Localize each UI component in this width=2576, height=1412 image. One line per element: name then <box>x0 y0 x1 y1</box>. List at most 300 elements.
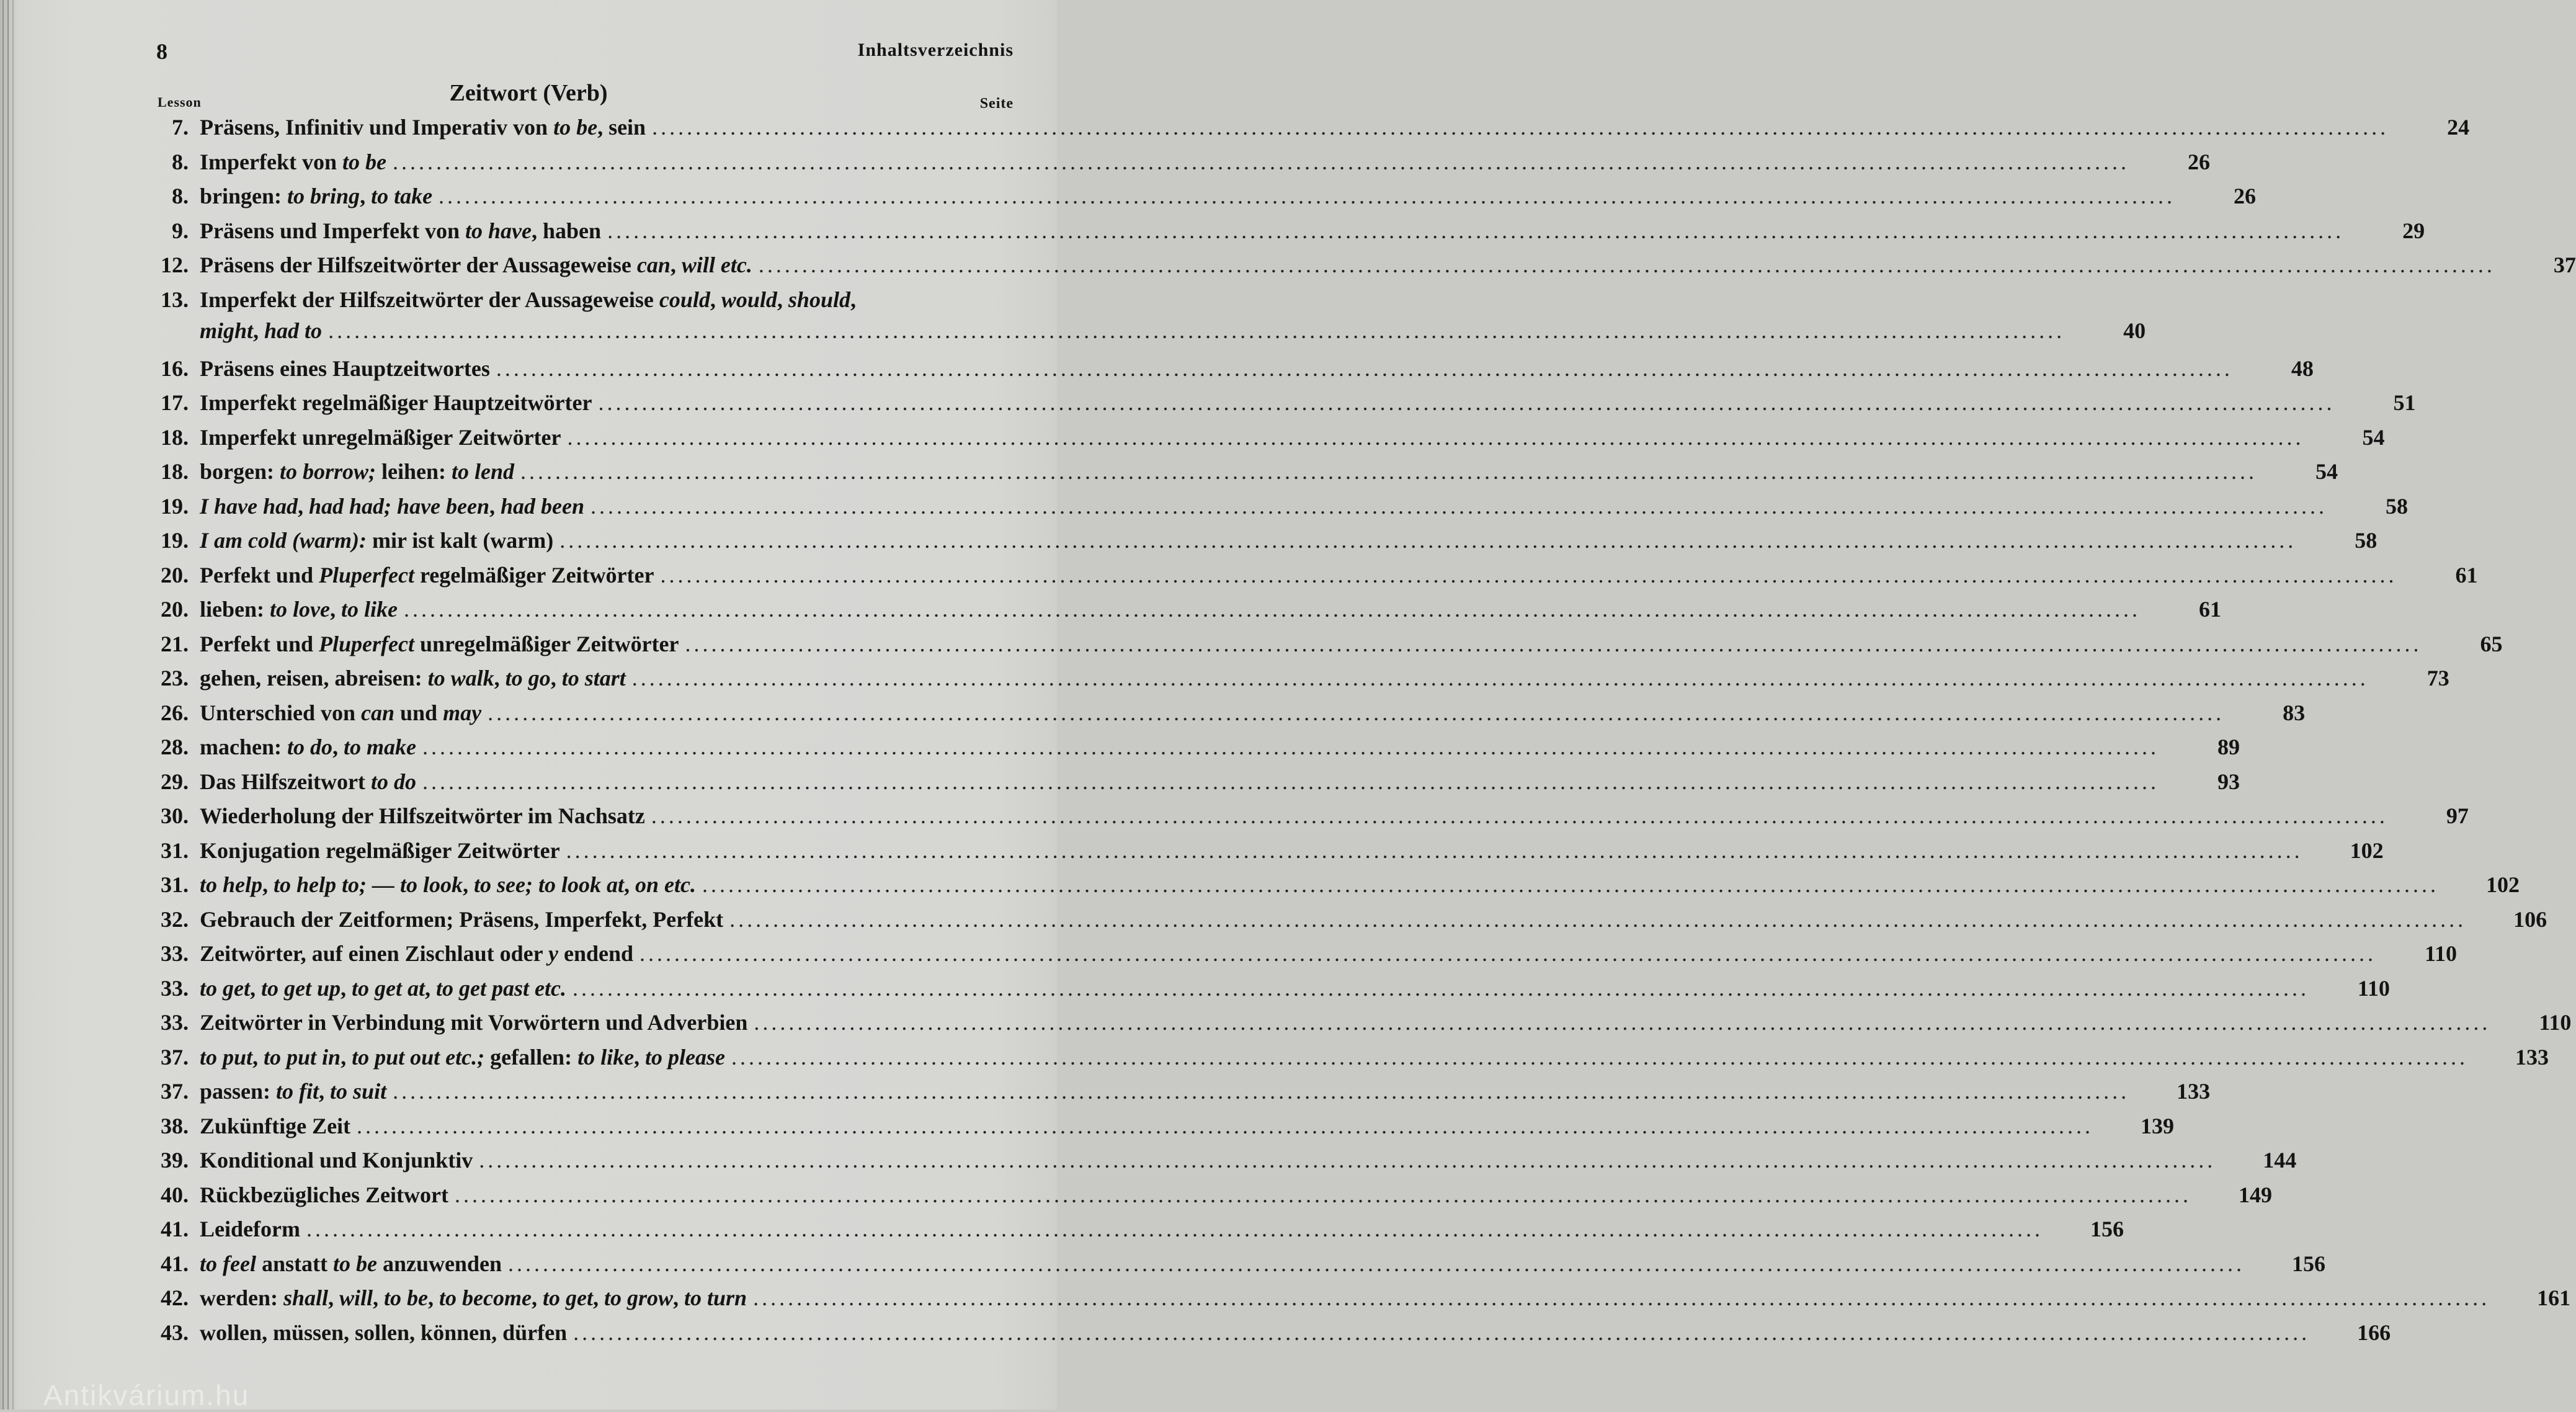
page-reference: 61 <box>2198 597 2221 622</box>
entry-title-italic: to see; to look at <box>474 872 624 897</box>
entry-title-italic: to suit <box>330 1079 387 1104</box>
toc-entry[interactable] <box>154 458 2338 493</box>
entry-title-italic: Pluperfect <box>319 562 414 588</box>
leader-dots: ........................................................................................................................................................................................................ <box>439 184 2176 208</box>
entry-title-segment: , <box>253 318 265 343</box>
entry-title-segment: , haben <box>532 218 602 243</box>
lesson-number: 32. <box>161 906 189 932</box>
lesson-number: 33. <box>161 975 189 1001</box>
section-title: Zeitwort (Verb) <box>449 80 608 106</box>
entry-title <box>200 631 679 657</box>
entry-title-segment: Rückbezügliches Zeitwort <box>200 1182 448 1207</box>
page-reference: 156 <box>2090 1217 2124 1241</box>
entry-title-segment: regelmäßiger Zeitwörter <box>414 562 654 588</box>
leader-dots: ........................................................................................................................................................................................................ <box>729 906 2467 932</box>
entry-title-segment: Gebrauch der Zeitformen; Präsens, Imperfekt, Perfekt <box>200 906 724 932</box>
entry-title-segment: borgen: <box>200 459 280 484</box>
entry-title-italic: to go <box>505 666 551 690</box>
entry-title <box>200 355 490 382</box>
lesson-number: 39. <box>161 1148 189 1173</box>
entry-title-italic: to do <box>370 769 416 794</box>
entry-title <box>200 1285 747 1311</box>
toc-entry[interactable] <box>154 1078 2211 1113</box>
toc-entry[interactable] <box>154 493 2409 528</box>
lesson-number: 40. <box>161 1182 189 1207</box>
page-reference: 144 <box>2263 1148 2297 1173</box>
entry-title-segment: gehen, reisen, abreisen: <box>200 666 428 690</box>
lesson-number: 43. <box>161 1320 189 1345</box>
leader-dots: ........................................................................................................................................................................................................ <box>572 975 2309 1001</box>
toc-entry[interactable] <box>154 562 2478 597</box>
entry-title-segment: Imperfekt unregelmäßiger Zeitwörter <box>200 424 561 450</box>
toc-entry[interactable] <box>154 1009 2572 1044</box>
entry-title-italic: I have had <box>200 493 298 519</box>
entry-title-segment: Perfekt und <box>200 631 319 656</box>
toc-entry[interactable] <box>154 631 2503 666</box>
toc-entry[interactable] <box>154 1113 2175 1148</box>
lesson-number: 20. <box>161 562 189 588</box>
toc-entry[interactable] <box>154 941 2458 975</box>
leader-dots: ........................................................................................................................................................................................................ <box>731 1044 2469 1070</box>
entry-title-segment: , <box>850 287 856 312</box>
leader-dots: ........................................................................................................................................................................................................ <box>685 631 2422 656</box>
entry-title-segment: , <box>424 975 436 1001</box>
page-reference: 110 <box>2425 941 2458 966</box>
entry-title-segment: , <box>249 975 261 1001</box>
entry-title-italic: will etc. <box>681 252 752 277</box>
entry-title-italic: to put <box>200 1044 253 1070</box>
page-reference: 133 <box>2177 1079 2211 1104</box>
page-reference: 54 <box>2315 459 2338 484</box>
entry-title-segment: , <box>777 287 788 312</box>
toc-entry[interactable] <box>154 596 2221 631</box>
page-reference: 166 <box>2357 1320 2391 1345</box>
entry-title-segment: Präsens eines Hauptzeitwortes <box>200 355 490 381</box>
leader-dots: ........................................................................................................................................................................................................ <box>454 1182 2191 1207</box>
entry-title-segment: , <box>329 597 341 622</box>
entry-title <box>200 1320 567 1346</box>
entry-title-italic: to lend <box>452 459 515 484</box>
leader-dots: ........................................................................................................................................................................................................ <box>520 459 2258 484</box>
toc-entry[interactable] <box>154 1147 2297 1182</box>
entry-title <box>200 872 696 898</box>
entry-title-segment: , <box>550 666 562 690</box>
entry-title <box>200 183 432 209</box>
entry-title-segment: , <box>252 1044 264 1070</box>
page-reference: 40 <box>2123 318 2146 343</box>
entry-title-italic: to become <box>439 1285 532 1310</box>
page-reference: 161 <box>2537 1285 2571 1310</box>
entry-title <box>200 1078 386 1104</box>
page-reference: 51 <box>2393 390 2416 415</box>
lesson-number: 23. <box>161 666 189 690</box>
lesson-number: 37. <box>161 1044 189 1070</box>
entry-title-segment: gefallen: <box>484 1044 578 1070</box>
toc-entry[interactable] <box>154 803 2469 838</box>
lesson-number: 17. <box>161 390 189 415</box>
toc-entry[interactable] <box>154 975 2390 1010</box>
toc-entry[interactable] <box>154 700 2306 735</box>
entry-title-italic: to put out etc.; <box>352 1044 485 1070</box>
leader-dots: ........................................................................................................................................................................................................ <box>566 838 2303 863</box>
table-of-contents <box>154 114 2576 1354</box>
toc-entry[interactable] <box>154 252 2576 287</box>
lesson-number: 9. <box>172 218 189 243</box>
entry-title-segment: , <box>428 1285 440 1310</box>
entry-title-italic: might <box>200 318 254 343</box>
toc-entry[interactable] <box>154 287 2146 355</box>
entry-title-segment: , <box>328 1285 340 1310</box>
leader-dots: ........................................................................................................................................................................................................ <box>488 700 2225 725</box>
entry-title <box>200 1009 747 1035</box>
entry-title-segment: Wiederholung der Hilfszeitwörter im Nachsatz <box>200 803 645 828</box>
entry-title-italic: Pluperfect <box>319 631 414 656</box>
lesson-number: 29. <box>161 769 189 794</box>
page-reference: 102 <box>2485 872 2520 897</box>
leader-dots: ........................................................................................................................................................................................................ <box>479 1148 2216 1173</box>
entry-title-segment: unregelmäßiger Zeitwörter <box>414 631 679 656</box>
entry-title-italic: to bring <box>287 184 360 208</box>
page-reference: 149 <box>2238 1182 2272 1207</box>
entry-title-italic: to have <box>465 218 532 243</box>
lesson-number: 41. <box>161 1251 189 1276</box>
leader-dots: ........................................................................................................................................................................................................ <box>651 803 2388 828</box>
entry-title <box>200 287 856 313</box>
entry-title-italic: to turn <box>684 1285 747 1310</box>
entry-title-segment: , <box>341 975 352 1001</box>
leader-dots: ........................................................................................................................................................................................................ <box>422 769 2159 794</box>
entry-title <box>200 493 584 519</box>
entry-title-italic: had been <box>501 493 585 519</box>
entry-title-segment: Imperfekt regelmäßiger Hauptzeitwörter <box>200 390 592 415</box>
leader-dots: ........................................................................................................................................................................................................ <box>754 1010 2491 1035</box>
page-reference: 61 <box>2455 562 2478 588</box>
toc-entry[interactable] <box>154 149 2210 184</box>
page-reference: 54 <box>2362 424 2385 450</box>
leader-dots: ........................................................................................................................................................................................................ <box>702 872 2439 897</box>
lesson-number: 8. <box>172 149 189 174</box>
leader-dots: ........................................................................................................................................................................................................ <box>598 390 2335 415</box>
leader-dots: ........................................................................................................................................................................................................ <box>573 1320 2311 1345</box>
toc-entry[interactable] <box>154 872 2520 906</box>
toc-entry[interactable] <box>154 838 2384 872</box>
lesson-number: 7. <box>172 115 189 140</box>
leader-dots: ........................................................................................................................................................................................................ <box>328 318 2066 343</box>
page-reference: 139 <box>2141 1113 2175 1138</box>
lesson-number: 33. <box>161 1010 189 1035</box>
page-reference: 83 <box>2283 700 2306 725</box>
entry-title-segment: , <box>592 1285 604 1310</box>
entry-title <box>200 1182 448 1208</box>
toc-entry[interactable] <box>154 1320 2391 1354</box>
lesson-number: 31. <box>161 872 189 897</box>
entry-title <box>200 527 553 553</box>
lesson-number: 8. <box>172 184 189 208</box>
entry-title-segment: Präsens und Imperfekt von <box>200 218 466 243</box>
entry-title-segment: und <box>394 700 443 725</box>
lesson-number: 19. <box>161 528 189 553</box>
entry-title-segment: Das Hilfszeitwort <box>200 769 371 794</box>
entry-title <box>200 390 592 416</box>
running-title: Inhaltsverzeichnis <box>857 40 1014 60</box>
page-reference: 58 <box>2386 493 2409 519</box>
entry-title-italic: to get at <box>352 975 425 1001</box>
page-number: 8 <box>156 39 167 64</box>
entry-title <box>200 700 481 726</box>
entry-title-italic: to help to; — to look <box>274 872 463 897</box>
entry-title-segment: , <box>710 287 721 312</box>
entry-title-italic: to make <box>344 735 416 759</box>
entry-title-italic: to put in <box>264 1044 341 1070</box>
entry-title-segment: passen: <box>200 1079 277 1104</box>
entry-title-italic: to be <box>342 149 386 174</box>
leader-dots: ........................................................................................................................................................................................................ <box>591 493 2328 519</box>
entry-title-italic: to start <box>561 666 626 690</box>
leader-dots: ........................................................................................................................................................................................................ <box>393 1079 2130 1104</box>
lesson-number: 30. <box>161 803 189 828</box>
lesson-number: 13. <box>161 287 189 312</box>
entry-title-italic: would <box>721 287 777 312</box>
entry-title-segment: Konditional und Konjunktiv <box>200 1148 473 1173</box>
leader-dots: ........................................................................................................................................................................................................ <box>631 666 2369 690</box>
page-reference: 106 <box>2513 906 2547 932</box>
toc-entry[interactable] <box>154 1216 2124 1251</box>
entry-title <box>200 458 514 485</box>
entry-title-segment: , <box>623 872 635 897</box>
leader-dots: ........................................................................................................................................................................................................ <box>567 424 2304 450</box>
entry-title-segment: , <box>673 1285 684 1310</box>
toc-entry[interactable] <box>154 355 2314 390</box>
lesson-number: 12. <box>161 252 189 277</box>
lesson-number: 19. <box>161 493 189 519</box>
entry-title-italic: to be <box>553 115 598 140</box>
entry-title-italic: to grow <box>604 1285 673 1310</box>
column-label-page: Seite <box>979 96 1014 112</box>
entry-title-segment: Imperfekt der Hilfszeitwörter der Aussageweise <box>200 287 659 312</box>
entry-title-italic: had to <box>264 318 323 343</box>
entry-title-italic: can <box>636 252 671 277</box>
entry-title-italic: to take <box>371 184 433 208</box>
entry-title-segment: , <box>489 493 501 519</box>
lesson-number: 18. <box>161 424 189 450</box>
entry-title <box>200 596 398 622</box>
toc-entry[interactable] <box>154 1285 2571 1320</box>
entry-title-italic: to help <box>200 872 263 897</box>
entry-title-segment: , <box>634 1044 646 1070</box>
entry-title-segment: , <box>332 735 344 759</box>
entry-title <box>200 665 626 691</box>
page-reference: 133 <box>2515 1044 2549 1070</box>
leader-dots: ........................................................................................................................................................................................................ <box>306 1217 2043 1241</box>
lesson-number: 16. <box>161 355 189 381</box>
lesson-number: 31. <box>161 838 189 863</box>
toc-entry[interactable] <box>154 1044 2549 1079</box>
leader-dots: ........................................................................................................................................................................................................ <box>422 735 2159 759</box>
entry-title-segment: , <box>531 1285 543 1310</box>
toc-entry[interactable] <box>154 218 2425 252</box>
entry-title <box>200 1113 350 1139</box>
lesson-number: 38. <box>161 1113 189 1138</box>
entry-title-segment: Präsens, Infinitiv und Imperativ von <box>200 115 554 140</box>
page-reference: 102 <box>2350 838 2384 863</box>
page-reference: 156 <box>2291 1251 2325 1276</box>
page-edge-line <box>12 0 14 1410</box>
entry-title-segment: Perfekt und <box>200 562 319 588</box>
entry-title-segment: Imperfekt von <box>200 149 342 174</box>
entry-title-segment: Zeitwörter in Verbindung mit Vorwörtern und Adverbien <box>200 1010 748 1035</box>
entry-title-italic: should <box>788 287 850 312</box>
leader-dots: ........................................................................................................................................................................................................ <box>559 528 2297 553</box>
entry-title-segment: , sein <box>597 115 646 140</box>
lesson-number: 18. <box>161 459 189 484</box>
entry-title-italic: will <box>339 1285 373 1310</box>
page-reference: 29 <box>2402 218 2425 243</box>
toc-entry[interactable] <box>154 906 2547 941</box>
toc-entry[interactable] <box>154 734 2240 769</box>
entry-title-segment: , <box>463 872 475 897</box>
page-reference: 37 <box>2553 252 2576 277</box>
entry-title-italic: on etc. <box>635 872 696 897</box>
entry-title <box>200 769 416 795</box>
page-reference: 24 <box>2447 115 2470 140</box>
entry-title <box>200 1147 473 1173</box>
toc-entry[interactable] <box>154 390 2416 424</box>
entry-title-italic: could <box>659 287 710 312</box>
leader-dots: ........................................................................................................................................................................................................ <box>758 252 2495 277</box>
leader-dots: ........................................................................................................................................................................................................ <box>753 1285 2490 1310</box>
entry-title-italic: to get <box>542 1285 593 1310</box>
entry-title-segment: Zeitwörter, auf einen Zischlaut oder <box>200 941 548 966</box>
page-reference: 89 <box>2217 735 2240 759</box>
toc-entry[interactable] <box>154 665 2449 700</box>
leader-dots: ........................................................................................................................................................................................................ <box>496 355 2233 381</box>
entry-title-italic: y <box>548 941 558 966</box>
leader-dots: ........................................................................................................................................................................................................ <box>652 115 2389 140</box>
entry-title-segment: bringen: <box>200 184 288 208</box>
page-edge-line <box>2 0 4 1410</box>
leader-dots: ........................................................................................................................................................................................................ <box>507 1251 2245 1276</box>
leader-dots: ........................................................................................................................................................................................................ <box>640 941 2377 966</box>
lesson-number: 42. <box>161 1285 189 1310</box>
lesson-number: 26. <box>161 700 189 725</box>
page-reference: 110 <box>2539 1010 2572 1035</box>
page-reference: 110 <box>2357 975 2390 1001</box>
entry-title <box>200 734 416 760</box>
lesson-number: 28. <box>161 735 189 759</box>
entry-title <box>200 218 601 244</box>
toc-entry[interactable] <box>154 769 2240 803</box>
entry-title-italic: to do <box>287 735 332 759</box>
entry-title-segment: endend <box>558 941 634 966</box>
entry-title-segment: Unterschied von <box>200 700 361 725</box>
lesson-number: 33. <box>161 941 189 966</box>
lesson-number: 41. <box>161 1217 189 1241</box>
page-reference: 48 <box>2291 355 2314 381</box>
entry-title-segment: , <box>360 184 372 208</box>
entry-title-segment: mir ist kalt (warm) <box>366 528 554 553</box>
lesson-number: 20. <box>161 597 189 622</box>
entry-title <box>200 424 561 450</box>
entry-title-italic: to be <box>384 1285 429 1310</box>
entry-title-italic: to please <box>645 1044 726 1070</box>
toc-entry[interactable] <box>154 527 2378 562</box>
entry-title-italic: to borrow; <box>280 459 377 484</box>
leader-dots: ........................................................................................................................................................................................................ <box>660 562 2397 588</box>
toc-entry[interactable] <box>154 183 2257 218</box>
entry-title <box>200 1044 725 1070</box>
entry-title <box>200 1251 502 1277</box>
toc-entry[interactable] <box>154 1251 2325 1285</box>
entry-title <box>200 803 645 829</box>
entry-title <box>200 114 646 140</box>
entry-title-italic: to be <box>332 1251 377 1276</box>
entry-title-italic: had had; have been <box>309 493 490 519</box>
entry-title-italic: to get <box>200 975 250 1001</box>
leader-dots: ........................................................................................................................................................................................................ <box>357 1113 2094 1138</box>
entry-title-segment: , <box>319 1079 331 1104</box>
entry-title <box>200 562 654 588</box>
entry-title-italic: to get up <box>261 975 341 1001</box>
page-reference: 65 <box>2480 631 2503 656</box>
entry-title <box>200 252 752 278</box>
entry-title <box>200 906 723 932</box>
entry-title-segment: machen: <box>200 735 287 759</box>
entry-title-italic: to love <box>270 597 330 622</box>
entry-title <box>200 318 322 344</box>
leader-dots: ........................................................................................................................................................................................................ <box>607 218 2345 243</box>
entry-title-italic: to feel <box>200 1251 256 1276</box>
entry-title-italic: to get past etc. <box>435 975 566 1001</box>
lesson-number: 21. <box>161 631 189 656</box>
entry-title-segment: werden: <box>200 1285 283 1310</box>
page-reference: 97 <box>2446 803 2469 828</box>
entry-title-segment: , <box>373 1285 385 1310</box>
page-reference: 26 <box>2187 149 2210 174</box>
entry-title-italic: to walk <box>427 666 494 690</box>
toc-entry[interactable] <box>154 1182 2272 1217</box>
toc-entry[interactable] <box>154 424 2385 459</box>
entry-title <box>200 838 560 864</box>
entry-title-italic: to fit <box>276 1079 319 1104</box>
entry-title-segment: Zukünftige Zeit <box>200 1113 351 1138</box>
entry-title-segment: , <box>341 1044 352 1070</box>
page-reference: 58 <box>2355 528 2378 553</box>
toc-entry[interactable] <box>154 114 2470 149</box>
entry-title-segment: lieben: <box>200 597 270 622</box>
entry-title-segment: anzuwenden <box>377 1251 502 1276</box>
entry-title <box>200 941 633 967</box>
entry-title-segment: leihen: <box>376 459 452 484</box>
lesson-number: 37. <box>161 1079 189 1104</box>
entry-title-segment: , <box>262 872 274 897</box>
page-reference: 93 <box>2217 769 2240 794</box>
entry-title-segment: Leideform <box>200 1217 300 1241</box>
entry-title-italic: to like <box>577 1044 635 1070</box>
leader-dots: ........................................................................................................................................................................................................ <box>403 597 2141 622</box>
entry-title-segment: wollen, müssen, sollen, können, dürfen <box>200 1320 568 1345</box>
entry-title <box>200 149 386 175</box>
entry-title <box>200 1216 300 1242</box>
entry-title-italic: to like <box>341 597 398 622</box>
entry-title-segment: anstatt <box>256 1251 333 1276</box>
entry-title <box>200 975 566 1001</box>
entry-title-italic: I am cold (warm): <box>200 528 367 553</box>
entry-title-segment: , <box>670 252 682 277</box>
page-reference: 26 <box>2234 184 2257 208</box>
watermark: Antikvárium.hu <box>43 1379 250 1411</box>
entry-title-segment: Präsens der Hilfszeitwörter der Aussageweise <box>200 252 637 277</box>
entry-title-italic: can <box>361 700 394 725</box>
